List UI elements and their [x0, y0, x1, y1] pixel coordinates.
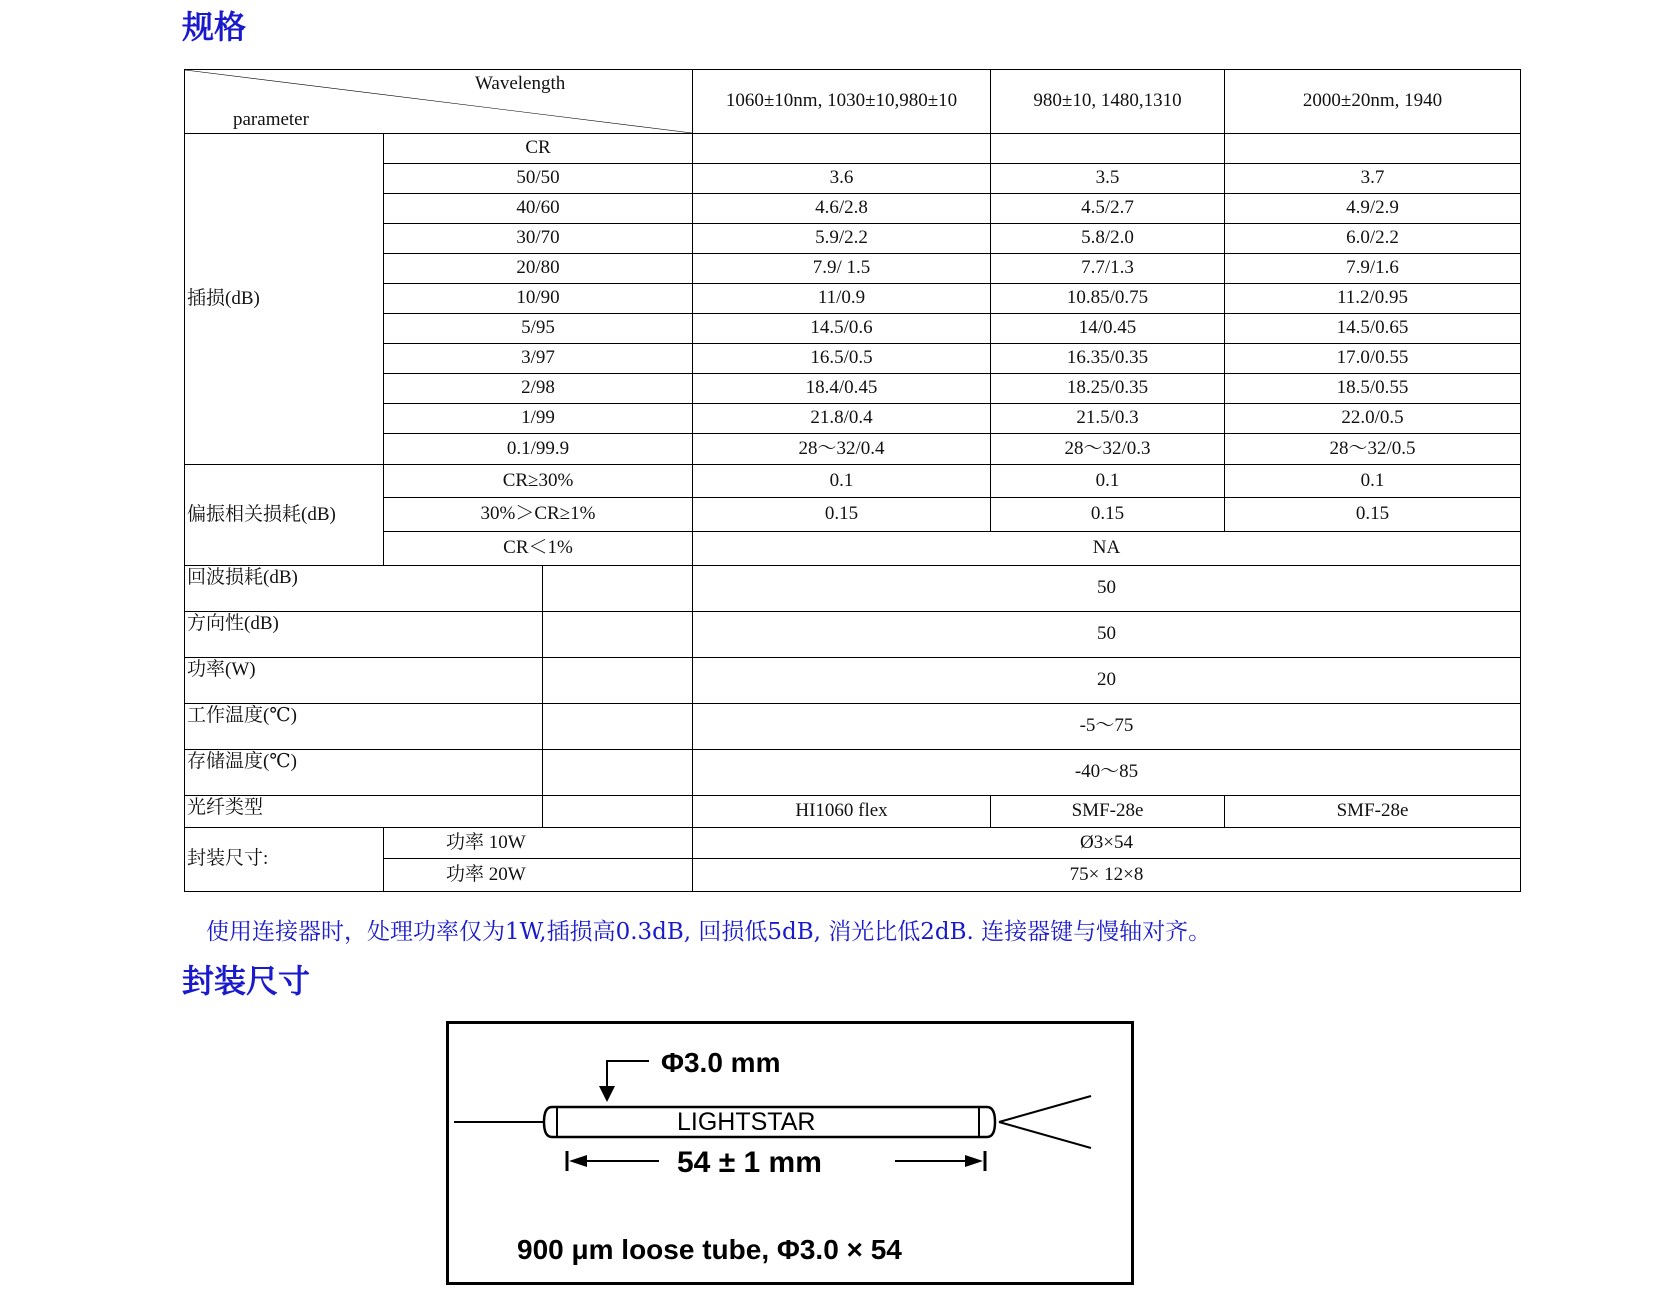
- table-cell: 6.0/2.2: [1225, 224, 1521, 254]
- cr-value: 30%＞CR≥1%: [384, 498, 693, 532]
- table-row: [185, 532, 1521, 566]
- table-cell: 20: [693, 658, 1521, 704]
- empty-cell: [1225, 134, 1521, 164]
- package-diagram: [449, 1024, 1131, 1282]
- row-label: 功率(W): [185, 658, 543, 704]
- table-cell: 14.5/0.6: [693, 314, 991, 344]
- table-row: [185, 612, 1521, 658]
- table-row: [185, 194, 1521, 224]
- table-cell: 75× 12×8: [693, 859, 1521, 892]
- package-row: [185, 828, 1521, 859]
- table-row: [185, 374, 1521, 404]
- package-sub-label: 功率 20W: [384, 859, 693, 892]
- table-row: [185, 498, 1521, 532]
- empty-cell: [543, 612, 693, 658]
- cr-value: 20/80: [384, 254, 693, 284]
- empty-cell: [543, 566, 693, 612]
- table-row: [185, 164, 1521, 194]
- table-cell: 14/0.45: [991, 314, 1225, 344]
- table-cell: NA: [693, 532, 1521, 566]
- parameter-label: parameter: [233, 109, 309, 130]
- empty-cell: [991, 134, 1225, 164]
- table-row: [185, 658, 1521, 704]
- empty-cell: [543, 796, 693, 828]
- drawing-caption: 900 μm loose tube, Φ3.0 × 54: [517, 1234, 902, 1265]
- diameter-arrowhead: [599, 1086, 615, 1102]
- cr-value: 5/95: [384, 314, 693, 344]
- table-cell: 21.5/0.3: [991, 404, 1225, 434]
- table-cell: 28～32/0.3: [991, 434, 1225, 465]
- table-cell: 18.5/0.55: [1225, 374, 1521, 404]
- table-row: [185, 750, 1521, 796]
- table-cell: 21.8/0.4: [693, 404, 991, 434]
- table-cell: 11/0.9: [693, 284, 991, 314]
- connector-note: 使用连接器时，处理功率仅为1W,插损高0.3dB, 回损低5dB, 消光比低2dB. 连接器键与慢轴对齐。: [206, 919, 1212, 945]
- table-cell: 0.15: [1225, 498, 1521, 532]
- table-row: [185, 404, 1521, 434]
- table-cell: 16.35/0.35: [991, 344, 1225, 374]
- table-cell: 4.9/2.9: [1225, 194, 1521, 224]
- package-sub-label: 功率 10W: [384, 828, 693, 859]
- table-cell: 28～32/0.4: [693, 434, 991, 465]
- brand-label: LIGHTSTAR: [677, 1108, 816, 1136]
- table-row: [185, 704, 1521, 750]
- table-cell: -40～85: [693, 750, 1521, 796]
- row-label: 存储温度(℃): [185, 750, 543, 796]
- table-cell: 0.1: [1225, 465, 1521, 498]
- spec-heading: 规格: [182, 8, 247, 46]
- table-row: [185, 314, 1521, 344]
- table-row: [185, 224, 1521, 254]
- table-cell: 17.0/0.55: [1225, 344, 1521, 374]
- table-cell: 10.85/0.75: [991, 284, 1225, 314]
- empty-cell: [693, 134, 991, 164]
- header-diagonal-cell: [185, 70, 693, 134]
- table-cell: 22.0/0.5: [1225, 404, 1521, 434]
- cr-value: 40/60: [384, 194, 693, 224]
- dim-arrow-left: [569, 1155, 587, 1167]
- table-cell: 18.25/0.35: [991, 374, 1225, 404]
- column-header: 1060±10nm, 1030±10,980±10: [693, 70, 991, 134]
- diameter-leader: [607, 1061, 649, 1096]
- wavelength-label: Wavelength: [475, 73, 566, 94]
- cr-value: CR＜1%: [384, 532, 693, 566]
- table-cell: HI1060 flex: [693, 796, 991, 828]
- table-cell: -5～75: [693, 704, 1521, 750]
- table-cell: 16.5/0.5: [693, 344, 991, 374]
- cr-value: 10/90: [384, 284, 693, 314]
- row-label: 光纤类型: [185, 796, 543, 828]
- table-cell: 5.8/2.0: [991, 224, 1225, 254]
- insertion-loss-label: 插损(dB): [185, 134, 384, 465]
- insertion-loss-cr-row: [185, 134, 1521, 164]
- table-cell: 50: [693, 612, 1521, 658]
- table-cell: 3.5: [991, 164, 1225, 194]
- package-row: [185, 859, 1521, 892]
- row-label: 工作温度(℃): [185, 704, 543, 750]
- table-row: [185, 254, 1521, 284]
- table-row: [185, 566, 1521, 612]
- cr-label: CR: [384, 134, 693, 164]
- row-label: 方向性(dB): [185, 612, 543, 658]
- table-cell: SMF-28e: [1225, 796, 1521, 828]
- table-cell: 11.2/0.95: [1225, 284, 1521, 314]
- empty-cell: [543, 658, 693, 704]
- table-cell: 3.7: [1225, 164, 1521, 194]
- table-cell: 7.9/ 1.5: [693, 254, 991, 284]
- cr-value: 30/70: [384, 224, 693, 254]
- table-cell: Ø3×54: [693, 828, 1521, 859]
- fiber-row: [185, 796, 1521, 828]
- table-row: [185, 344, 1521, 374]
- package-drawing: [446, 1021, 1134, 1285]
- header-row: [185, 70, 1521, 134]
- fiber-out-upper: [999, 1096, 1091, 1122]
- table-cell: 4.6/2.8: [693, 194, 991, 224]
- table-row: [185, 465, 1521, 498]
- pdl-label: 偏振相关损耗(dB): [185, 465, 384, 566]
- table-cell: 50: [693, 566, 1521, 612]
- table-cell: 14.5/0.65: [1225, 314, 1521, 344]
- cr-value: 3/97: [384, 344, 693, 374]
- table-cell: 0.1: [693, 465, 991, 498]
- cr-value: 0.1/99.9: [384, 434, 693, 465]
- table-cell: 0.1: [991, 465, 1225, 498]
- table-cell: 7.7/1.3: [991, 254, 1225, 284]
- fiber-out-lower: [999, 1122, 1091, 1148]
- length-label: 54 ± 1 mm: [677, 1146, 822, 1179]
- table-row: [185, 434, 1521, 465]
- empty-cell: [543, 750, 693, 796]
- cr-value: 1/99: [384, 404, 693, 434]
- cr-value: 2/98: [384, 374, 693, 404]
- table-cell: 28～32/0.5: [1225, 434, 1521, 465]
- table-row: [185, 284, 1521, 314]
- table-cell: 3.6: [693, 164, 991, 194]
- table-cell: 5.9/2.2: [693, 224, 991, 254]
- dim-arrow-right: [965, 1155, 983, 1167]
- table-cell: SMF-28e: [991, 796, 1225, 828]
- package-heading: 封装尺寸: [182, 962, 311, 1000]
- empty-cell: [543, 704, 693, 750]
- column-header: 2000±20nm, 1940: [1225, 70, 1521, 134]
- table-cell: 0.15: [693, 498, 991, 532]
- cr-value: CR≥30%: [384, 465, 693, 498]
- table-cell: 18.4/0.45: [693, 374, 991, 404]
- table-cell: 0.15: [991, 498, 1225, 532]
- spec-table: [184, 69, 1521, 892]
- cr-value: 50/50: [384, 164, 693, 194]
- package-label: 封装尺寸:: [185, 828, 384, 892]
- row-label: 回波损耗(dB): [185, 566, 543, 612]
- diameter-label: Φ3.0 mm: [661, 1047, 781, 1078]
- column-header: 980±10, 1480,1310: [991, 70, 1225, 134]
- table-cell: 7.9/1.6: [1225, 254, 1521, 284]
- table-cell: 4.5/2.7: [991, 194, 1225, 224]
